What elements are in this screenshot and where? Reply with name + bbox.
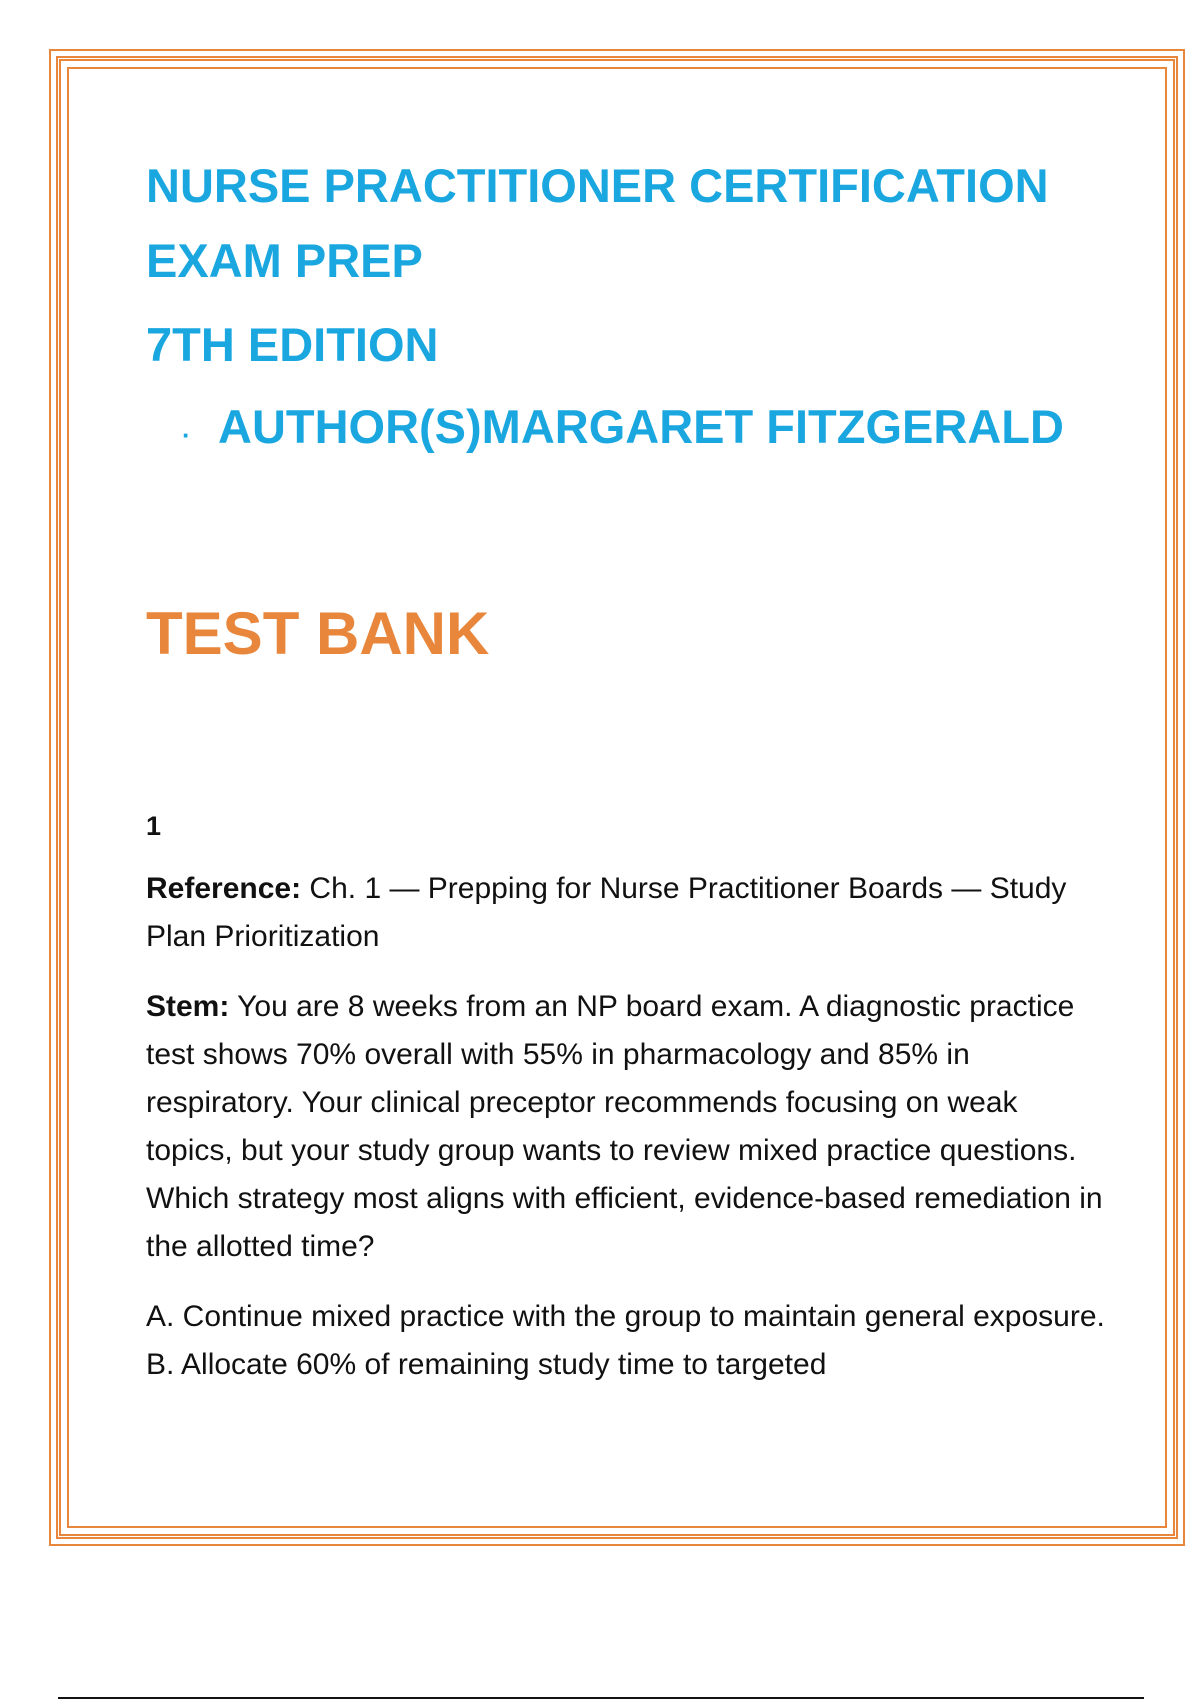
section-heading: TEST BANK <box>146 600 490 667</box>
question-reference <box>146 865 1106 961</box>
book-title <box>146 148 1106 298</box>
book-edition: 7TH EDITION <box>146 318 439 371</box>
book-title-line-2: EXAM PREP <box>146 234 423 287</box>
answer-option-a: A. Continue mixed practice with the group to maintain general exposure. <box>146 1300 1105 1333</box>
stem-label: Stem: <box>146 990 230 1023</box>
book-author: AUTHOR(S)MARGARET FITZGERALD <box>218 400 1064 453</box>
footer-divider <box>58 1697 1144 1699</box>
question-stem <box>146 983 1106 1271</box>
book-title-line-1: NURSE PRACTITIONER CERTIFICATION <box>146 159 1049 212</box>
author-row <box>182 397 1106 457</box>
bullet-icon: · <box>182 419 191 450</box>
answer-options <box>146 1293 1106 1389</box>
reference-text: Ch. 1 — Prepping for Nurse Practitioner Boards — Study Plan Prioritization <box>146 872 1067 953</box>
stem-text: You are 8 weeks from an NP board exam. A diagnostic practice test shows 70% overall with 55% in pharmacology and 85% in respiratory. Your clinical preceptor recommends focusing on weak topics, but your study group wants to review mixed practice questions. Which strategy most aligns with efficient, evidence-based remediation in the allotted time? <box>146 990 1103 1263</box>
question-number: 1 <box>146 811 162 841</box>
answer-option-b: B. Allocate 60% of remaining study time to targeted <box>146 1348 827 1381</box>
reference-label: Reference: <box>146 872 302 905</box>
page-content <box>146 148 1106 1389</box>
